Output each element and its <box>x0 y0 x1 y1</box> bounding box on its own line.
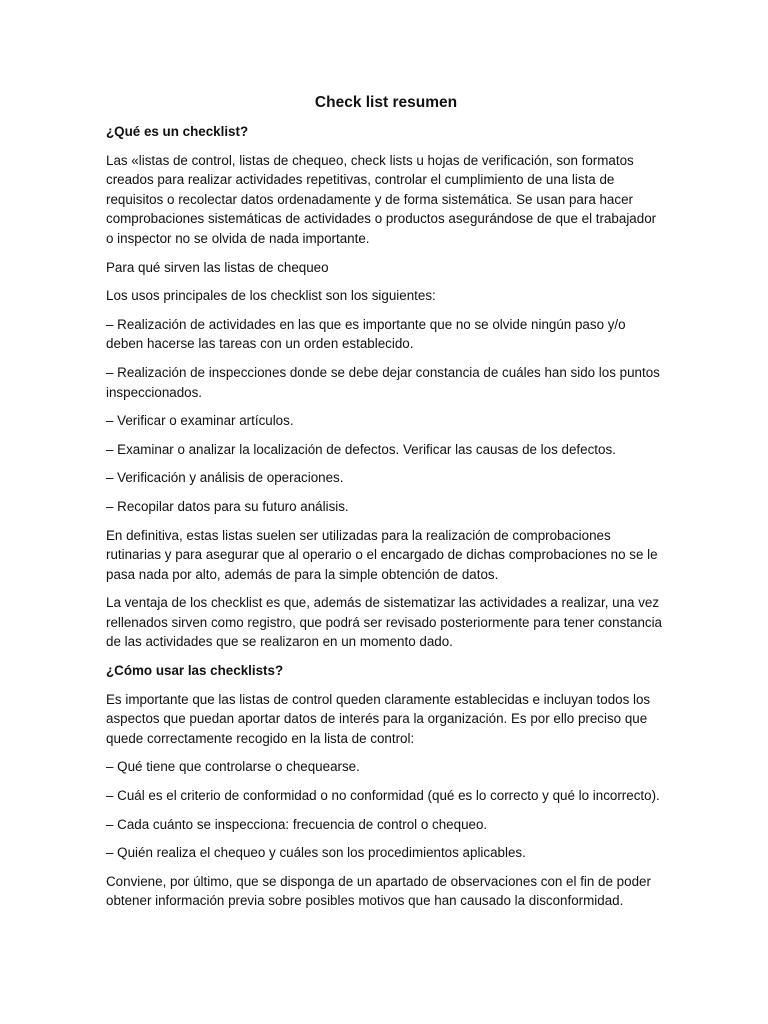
list-item: – Recopilar datos para su futuro análisis. <box>106 498 349 514</box>
list-item: – Cuál es el criterio de conformidad o no conformidad (qué es lo correcto y qué lo incorrecto). <box>106 788 660 804</box>
section-heading-que-es: ¿Qué es un checklist? <box>106 124 249 139</box>
list-item: – Qué tiene que controlarse o chequearse. <box>106 759 360 775</box>
paragraph-conclusion: Conviene, por último, que se disponga de un apartado de observaciones con el fin de poder obtener información previa sobre posibles motivos que han causado la disconformidad. <box>106 873 651 909</box>
document-title: Check list resumen <box>314 94 458 111</box>
list-item: – Realización de inspecciones donde se debe dejar constancia de cuáles han sido los puntos inspeccionados. <box>106 364 660 400</box>
document-page <box>106 92 666 920</box>
paragraph-definition: Las «listas de control, listas de chequeo, check lists u hojas de verificación, son formatos creados para realizar actividades repetitivas, controlar el cumplimiento de una lista de requisitos o recolectar datos ordenadamente y de forma sistemática. Se usan para hacer comprobaciones sistemáticas de actividades o productos asegurándose de que el trabajador o inspector no se olvida de nada importante. <box>106 152 657 246</box>
list-item: – Examinar o analizar la localización de defectos. Verificar las causas de los defectos. <box>106 441 616 457</box>
paragraph-importante: Es importante que las listas de control queden claramente establecidas e incluyan todos los aspectos que puedan aportar datos de interés para la organización. Es por ello preciso que quede correctamente recogido en la lista de control: <box>106 691 651 746</box>
section-heading-como-usar: ¿Cómo usar las checklists? <box>106 663 284 679</box>
section-heading-para-que-sirven: Para qué sirven las listas de chequeo <box>106 259 329 275</box>
paragraph-ventaja: La ventaja de los checklist es que, además de sistematizar las actividades a realizar, una vez rellenados sirven como registro, que podrá ser revisado posteriormente para tener constancia de las actividades que se realizaron en un momento dado. <box>106 595 663 650</box>
list-item: – Cada cuánto se inspecciona: frecuencia de control o chequeo. <box>106 816 488 832</box>
list-item: – Quién realiza el chequeo y cuáles son los procedimientos aplicables. <box>106 845 526 861</box>
list-item: – Verificación y análisis de operaciones. <box>106 470 344 486</box>
paragraph-en-definitiva: En definitiva, estas listas suelen ser utilizadas para la realización de comprobaciones rutinarias y para asegurar que al operario o el encargado de dichas comprobaciones no se le pasa nada por alto, además de para la simple obtención de datos. <box>106 527 658 582</box>
paragraph-usos-intro: Los usos principales de los checklist son los siguientes: <box>106 288 436 304</box>
list-item: – Realización de actividades en las que es importante que no se olvide ningún paso y/o deben hacerse las tareas con un orden establecido. <box>106 316 626 352</box>
list-item: – Verificar o examinar artículos. <box>106 413 294 429</box>
